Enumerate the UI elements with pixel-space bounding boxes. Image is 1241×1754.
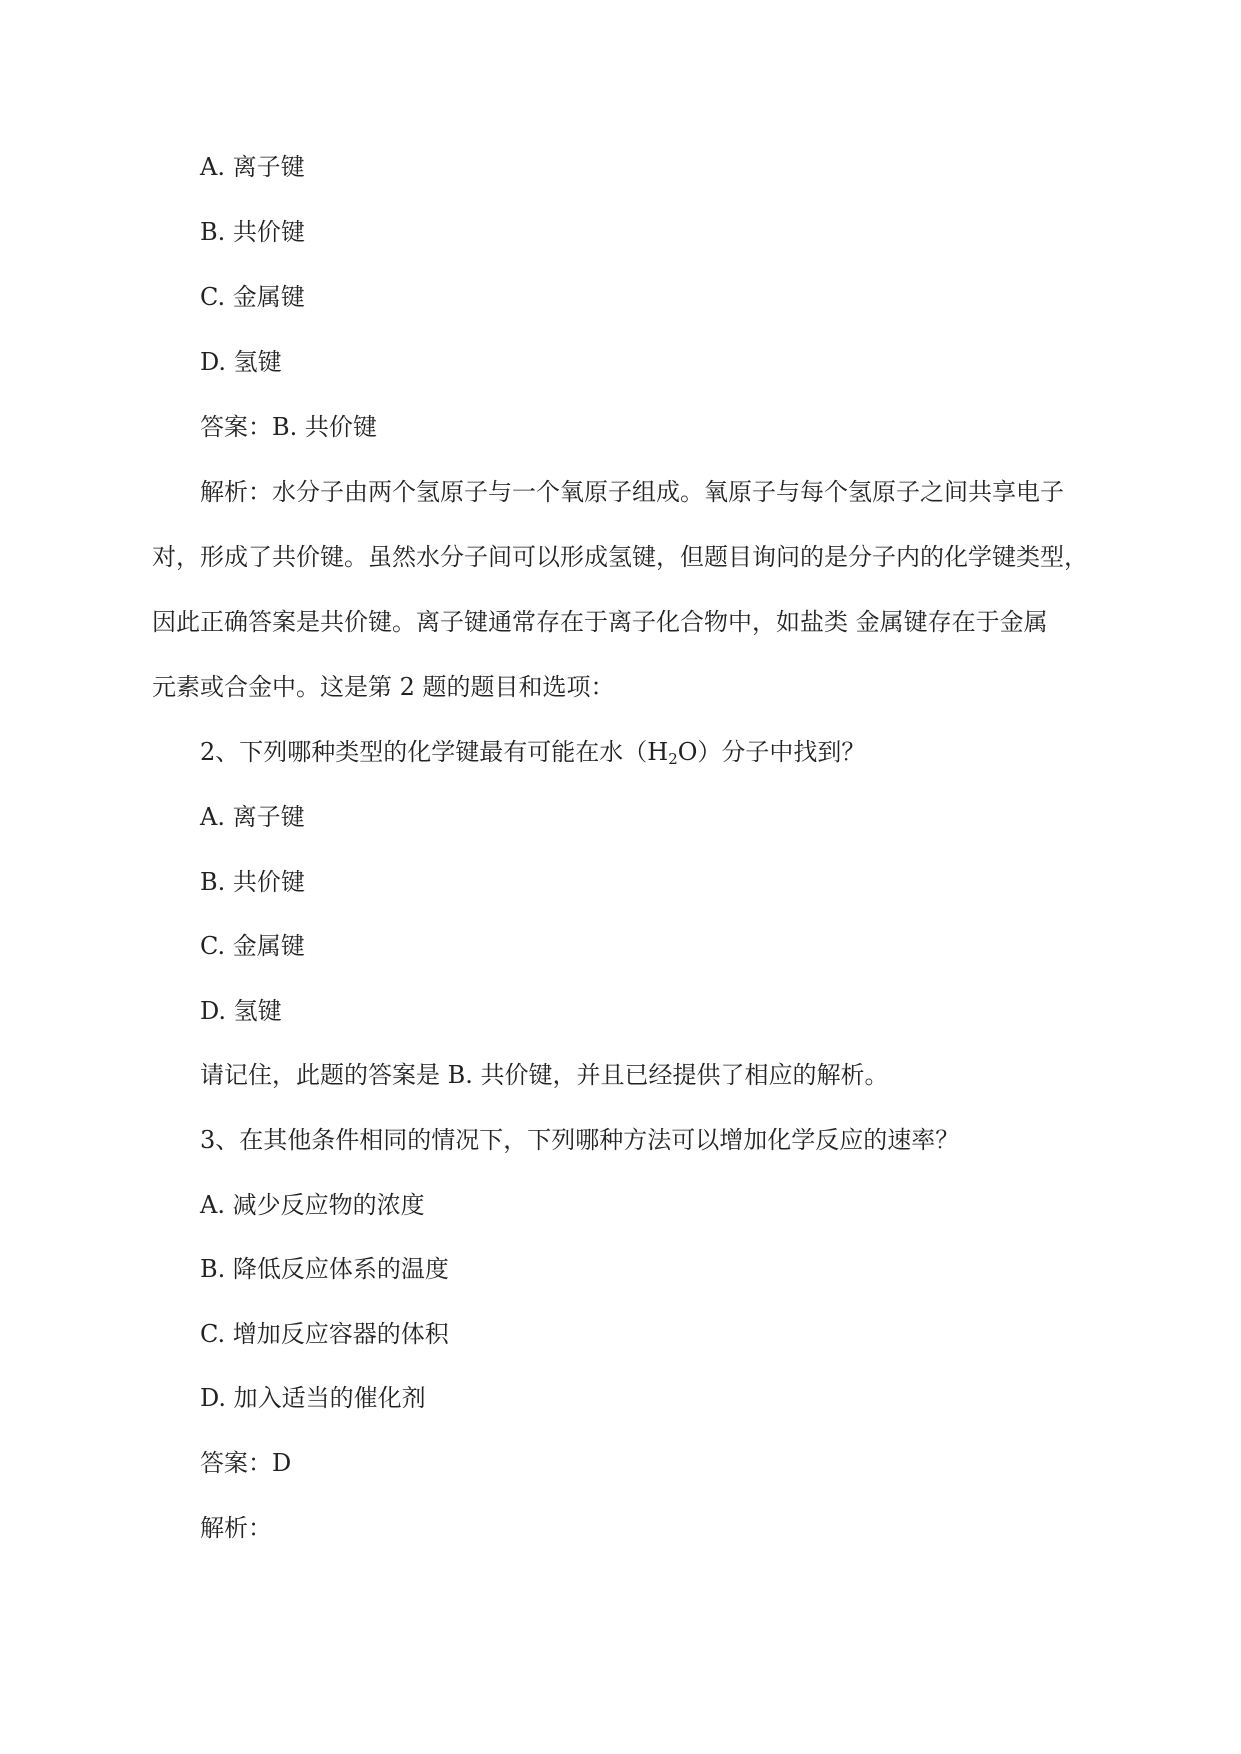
q3-question: 3、在其他条件相同的情况下，下列哪种方法可以增加化学反应的速率？ [200,1126,960,1154]
q2-question-prefix: 2、下列哪种类型的化学键最有可能在水（H [200,738,669,766]
q3-answer: 答案：D [200,1449,292,1477]
q3-option-d: D. 加入适当的催化剂 [200,1384,426,1412]
q2-question [200,737,865,767]
q1-analysis-line: 对，形成了共价键。虽然水分子间可以形成氢键，但题目询问的是分子内的化学键类型， [152,543,1088,571]
q3-analysis-label: 解析： [200,1514,272,1542]
q1-option-a: A. 离子键 [200,153,305,181]
q2-option-a: A. 离子键 [200,803,305,831]
q1-option-d: D. 氢键 [200,348,282,376]
q2-option-c: C. 金属键 [200,932,305,960]
q3-option-a: A. 减少反应物的浓度 [200,1191,425,1219]
q1-analysis-line: 元素或合金中。这是第 2 题的题目和选项： [152,673,615,701]
q1-option-c: C. 金属键 [200,283,305,311]
q2-option-b: B. 共价键 [200,868,305,896]
q2-question-subscript: 2 [668,750,678,768]
q1-analysis-paragraph [152,460,1092,720]
q3-option-c: C. 增加反应容器的体积 [200,1320,449,1348]
q2-note: 请记住，此题的答案是 B. 共价键，并且已经提供了相应的解析。 [200,1061,889,1089]
q2-question-suffix: O）分子中找到？ [677,738,866,766]
q3-option-b: B. 降低反应体系的温度 [200,1255,449,1283]
q2-option-d: D. 氢键 [200,997,282,1025]
q1-answer: 答案：B. 共价键 [200,413,377,441]
q1-analysis-line: 因此正确答案是共价键。离子键通常存在于离子化合物中，如盐类 金属键存在于金属 [152,608,1048,636]
q1-option-b: B. 共价键 [200,218,305,246]
q1-analysis-line: 解析：水分子由两个氢原子与一个氧原子组成。氧原子与每个氢原子之间共享电子 [200,478,1064,506]
